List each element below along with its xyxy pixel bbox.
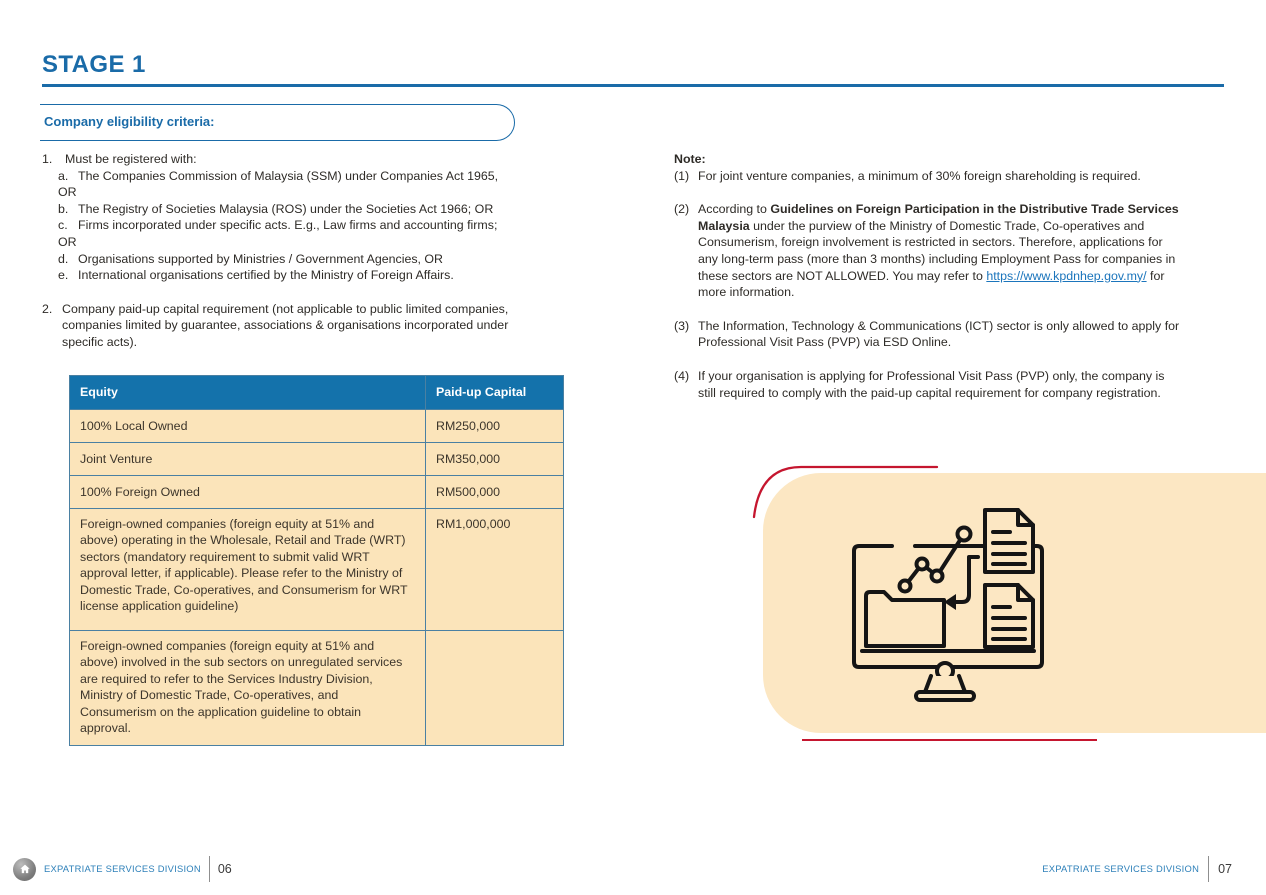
- red-line-decoration: [802, 739, 1097, 741]
- list-item-text: OR: [58, 185, 77, 200]
- equity-cell: 100% Foreign Owned: [70, 476, 426, 509]
- footer-right: [1042, 856, 1232, 882]
- list-subitem: [58, 201, 554, 218]
- capital-cell: [426, 631, 564, 746]
- list-item-text: Company paid-up capital requirement (not applicable to public limited companies, companies limited by guarantee, associations & organisations incorporated under specific acts).: [62, 301, 509, 349]
- note-text: For joint venture companies, a minimum of 30% foreign shareholding is required.: [698, 168, 1141, 183]
- notes-label: Note:: [674, 152, 706, 166]
- equity-cell: Joint Venture: [70, 443, 426, 476]
- paid-up-capital-column-header: Paid-up Capital: [426, 376, 564, 410]
- list-subitem: [58, 168, 554, 185]
- page-title: STAGE 1: [42, 51, 146, 78]
- list-marker: a.: [58, 168, 69, 183]
- eligibility-heading: Company eligibility criteria:: [44, 114, 215, 130]
- footer-divider: [209, 856, 210, 882]
- registration-criteria-list: [42, 151, 554, 351]
- page-number-right: 07: [1218, 861, 1232, 876]
- note-number: (4): [674, 368, 690, 383]
- list-marker: b.: [58, 201, 69, 216]
- equity-cell: 100% Local Owned: [70, 410, 426, 443]
- equity-column-header: Equity: [70, 376, 426, 410]
- list-subitem: [58, 267, 554, 284]
- capital-cell: RM250,000: [426, 410, 564, 443]
- title-underline: [42, 84, 1224, 87]
- note-bold-text: Guidelines on Foreign Participation in the Distributive Trade Services Malaysia: [698, 202, 1179, 233]
- home-icon: [13, 858, 36, 881]
- list-subitem: [58, 251, 554, 268]
- equity-cell: Foreign-owned companies (foreign equity at 51% and above) involved in the sub sectors on unregulated services are required to refer to the Services Industry Division, Ministry of Domestic Trade, Co-operatives, and Consumerism on the application guideline to obtain approval.: [70, 631, 426, 746]
- capital-cell: RM500,000: [426, 476, 564, 509]
- list-item-text: Firms incorporated under specific acts. E.g., Law firms and accounting firms;: [78, 218, 498, 233]
- note-text: According to: [698, 202, 771, 217]
- list-item-text: The Companies Commission of Malaysia (SSM) under Companies Act 1965,: [78, 168, 499, 183]
- footer-left: [13, 856, 232, 882]
- list-subitem: [58, 234, 554, 251]
- list-subitem: [58, 184, 554, 201]
- table-row: [70, 476, 564, 509]
- footer-divider: [1208, 856, 1209, 882]
- paid-up-capital-table: [69, 375, 564, 746]
- capital-cell: RM1,000,000: [426, 509, 564, 631]
- list-marker: c.: [58, 218, 68, 233]
- note-text: If your organisation is applying for Professional Visit Pass (PVP) only, the company is still required to comply with the paid-up capital requirement for company registration.: [698, 368, 1165, 400]
- list-number: 2.: [42, 301, 53, 316]
- kpdnhep-link[interactable]: https://www.kpdnhep.gov.my/: [986, 268, 1147, 283]
- table-row: [70, 509, 564, 631]
- capital-cell: RM350,000: [426, 443, 564, 476]
- list-marker: e.: [58, 268, 69, 283]
- note-item-4: [674, 368, 1181, 401]
- page-number-left: 06: [217, 861, 232, 876]
- notes-section: [674, 151, 1181, 401]
- note-item-1: [674, 168, 1181, 185]
- table-row: [70, 631, 564, 746]
- list-subitem: [58, 217, 554, 234]
- table-row: [70, 443, 564, 476]
- list-item-1: [42, 151, 554, 168]
- note-number: (1): [674, 168, 690, 183]
- note-text: for more information.: [698, 268, 1165, 300]
- table-header-row: [70, 376, 564, 410]
- division-brand-label: EXPATRIATE SERVICES DIVISION: [44, 862, 201, 874]
- equity-cell: Foreign-owned companies (foreign equity at 51% and above) operating in the Wholesale, Retail and Trade (WRT) sectors (mandatory requirement to submit valid WRT approval letter, if applicable). Please refer to the Ministry of Domestic Trade, Co-operatives, and Consumerism for WRT license application guideline): [70, 509, 426, 631]
- eligibility-criteria-banner: [40, 104, 515, 141]
- list-item-text: The Registry of Societies Malaysia (ROS) under the Societies Act 1966; OR: [78, 201, 494, 216]
- note-text: The Information, Technology & Communications (ICT) sector is only allowed to apply for Professional Visit Pass (PVP) via ESD Online.: [698, 318, 1180, 350]
- note-item-3: [674, 318, 1181, 351]
- note-number: (2): [674, 202, 690, 217]
- note-text: under the purview of the Ministry of Domestic Trade, Co-operatives and Consumerism, foreign involvement is restricted in sectors. Therefore, applications for any long-term pass (more than 3 months) including Employment Pass for companies in these sectors are NOT ALLOWED. You may refer to: [698, 218, 1176, 283]
- note-number: (3): [674, 318, 690, 333]
- list-item-text: International organisations certified by the Ministry of Foreign Affairs.: [78, 268, 454, 283]
- division-brand-label: EXPATRIATE SERVICES DIVISION: [1042, 862, 1200, 874]
- list-item-text: OR: [58, 234, 77, 249]
- list-item-text: Organisations supported by Ministries / Government Agencies, OR: [78, 251, 444, 266]
- list-marker: d.: [58, 251, 69, 266]
- monitor-documents-icon: [848, 500, 1048, 705]
- note-item-2: [674, 201, 1181, 301]
- list-number: 1.: [42, 152, 53, 166]
- table-row: [70, 410, 564, 443]
- list-item-2: [42, 301, 532, 351]
- list-item-text: Must be registered with:: [65, 152, 197, 166]
